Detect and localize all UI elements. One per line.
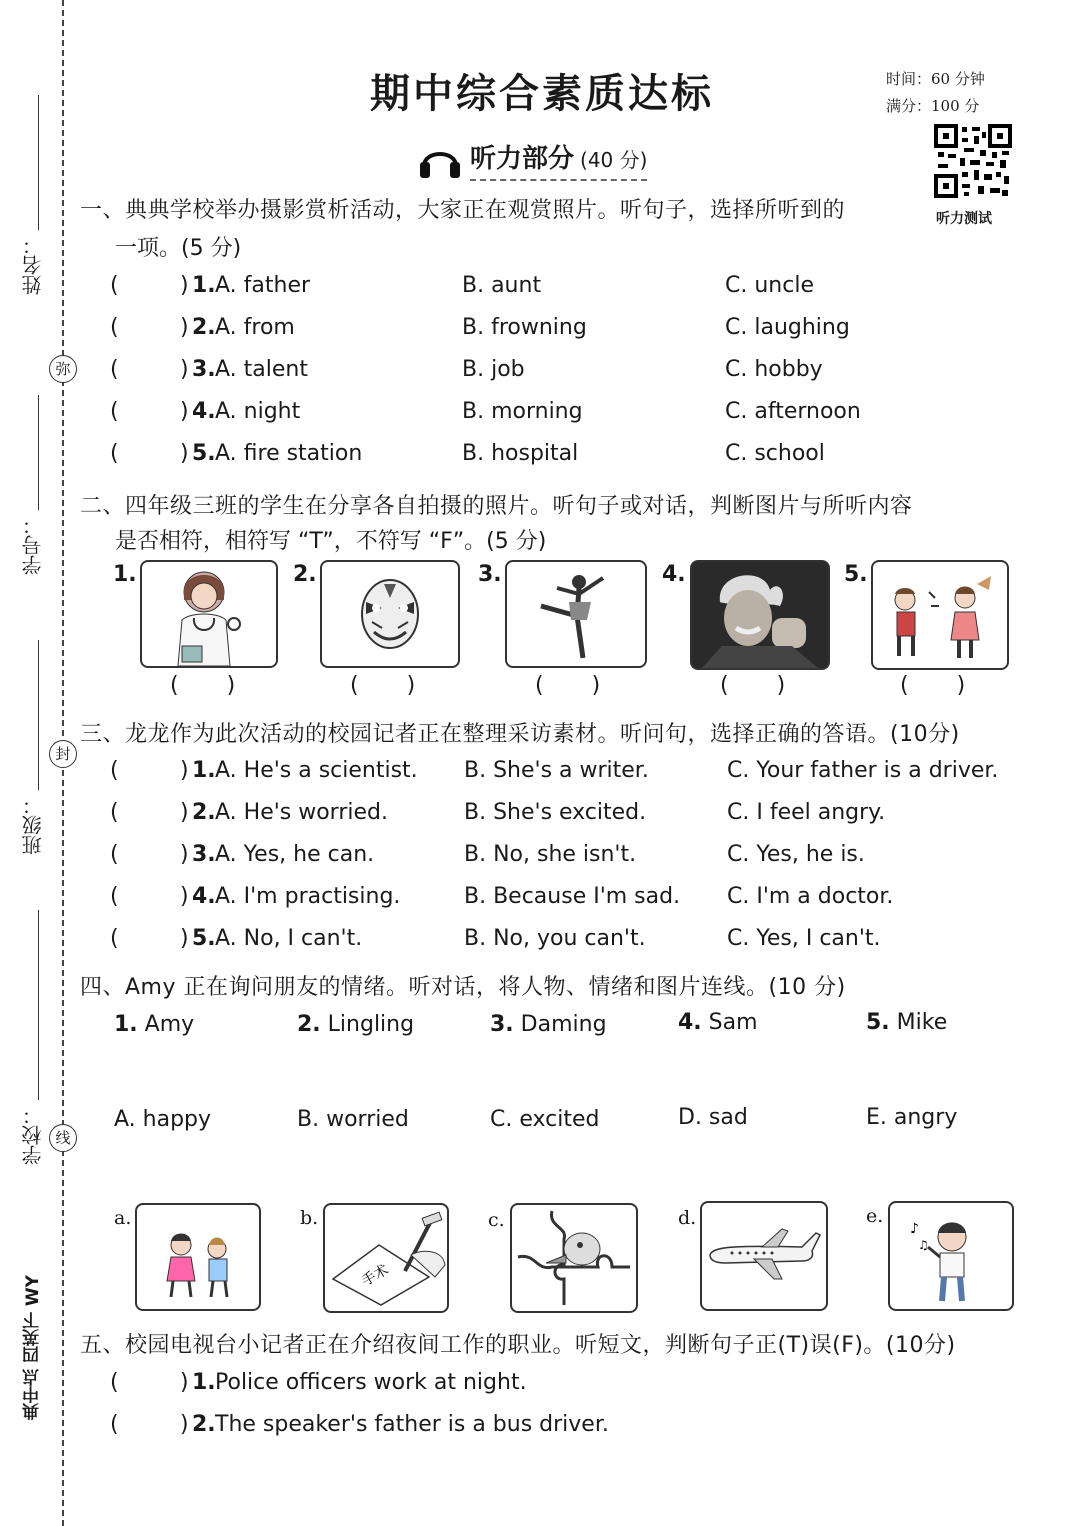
item-number: 2. xyxy=(192,800,216,825)
paren-close: ) xyxy=(591,673,601,698)
option-c: C. Yes, he is. xyxy=(727,842,865,867)
dancer-image xyxy=(505,560,647,668)
statement-text: The speaker's father is a bus driver. xyxy=(215,1412,609,1437)
answer-blank-open[interactable]: ( xyxy=(110,842,119,867)
paren-close: ) xyxy=(956,673,966,698)
q1-item-4 xyxy=(110,399,1040,433)
person-num: 1. xyxy=(114,1012,138,1037)
music-note-icon: ♪ xyxy=(910,1221,919,1237)
item-number: 1. xyxy=(192,758,216,783)
q1-item-1 xyxy=(110,273,1040,307)
pic-label-e: e. xyxy=(866,1205,884,1227)
answer-blank-open[interactable]: ( xyxy=(110,1370,119,1395)
item-number: 4. xyxy=(192,399,216,424)
publisher-brand: 典中点 四英下 WY xyxy=(23,1275,43,1420)
option-b: B. job xyxy=(462,357,525,382)
item-number: 1. xyxy=(192,1370,216,1395)
q1-item-5 xyxy=(110,441,1040,475)
paren-open: ( xyxy=(170,673,179,698)
name-label: 姓名： xyxy=(21,235,45,295)
option-a: A. He's a scientist. xyxy=(215,758,418,783)
q2-num-2: 2. xyxy=(293,562,317,587)
person-name: Daming xyxy=(520,1012,607,1037)
person-lingling xyxy=(297,1012,414,1037)
answer-blank-close: ) xyxy=(180,842,189,867)
answer-blank-open[interactable]: ( xyxy=(110,315,119,340)
option-a: A. night xyxy=(215,399,301,424)
option-a: A. He's worried. xyxy=(215,800,388,825)
item-number: 2. xyxy=(192,1412,216,1437)
paper-text: 手术 xyxy=(359,1261,392,1290)
option-c: C. school xyxy=(725,441,825,466)
person-num: 4. xyxy=(678,1010,702,1035)
student-id-label: 学号： xyxy=(21,515,45,575)
answer-blank-open[interactable]: ( xyxy=(110,399,119,424)
person-name: Lingling xyxy=(327,1012,415,1037)
item-number: 5. xyxy=(192,441,216,466)
q1-title-cont: 一项。(5 分) xyxy=(115,236,242,261)
answer-blank-close: ) xyxy=(180,758,189,783)
item-number: 3. xyxy=(192,357,216,382)
q3-item-4 xyxy=(110,884,1040,918)
scientist-photo xyxy=(690,560,830,670)
option-a: A. fire station xyxy=(215,441,363,466)
q5-title: 五、校园电视台小记者正在介绍夜间工作的职业。听短文，判断句子正(T)误(F)。(10分) xyxy=(80,1333,956,1358)
paren-open: ( xyxy=(720,673,729,698)
paren-close: ) xyxy=(226,673,236,698)
exam-time: 时间：60 分钟 xyxy=(886,70,985,88)
pic-label-b: b. xyxy=(300,1207,319,1229)
option-b: B. No, you can't. xyxy=(464,926,646,951)
answer-blank-open[interactable]: ( xyxy=(110,758,119,783)
answer-blank-close: ) xyxy=(180,884,189,909)
paren-close: ) xyxy=(776,673,786,698)
person-daming xyxy=(490,1012,607,1037)
option-b: B. hospital xyxy=(462,441,579,466)
item-number: 5. xyxy=(192,926,216,951)
duck-puzzle-image xyxy=(510,1203,638,1313)
statement-text: Police officers work at night. xyxy=(215,1370,527,1395)
q3-title: 三、龙龙作为此次活动的校园记者正在整理采访素材。听问句，选择正确的答语。(10分) xyxy=(80,722,960,747)
school-fill-line xyxy=(38,910,39,1100)
person-name: Sam xyxy=(708,1010,758,1035)
section-title-wrap xyxy=(470,138,647,181)
answer-blank-close: ) xyxy=(180,399,189,424)
q3-item-3 xyxy=(110,842,1040,876)
emotion-happy: A. happy xyxy=(114,1107,212,1132)
answer-blank-close: ) xyxy=(180,357,189,382)
q2-num-1: 1. xyxy=(113,562,137,587)
angry-children-image xyxy=(871,560,1009,670)
listening-section-heading xyxy=(418,138,647,181)
person-mike xyxy=(866,1010,947,1035)
school-label: 学校： xyxy=(21,1105,45,1165)
seal-mark-feng: 封 xyxy=(49,740,77,768)
class-label: 班级： xyxy=(21,795,45,855)
option-a: A. No, I can't. xyxy=(215,926,363,951)
q2-answer-blank-5[interactable] xyxy=(900,673,965,698)
q2-answer-blank-4[interactable] xyxy=(720,673,785,698)
emotion-worried: B. worried xyxy=(297,1107,409,1132)
emotion-angry: E. angry xyxy=(866,1105,958,1130)
answer-blank-open[interactable]: ( xyxy=(110,884,119,909)
option-c: C. laughing xyxy=(725,315,850,340)
pic-label-a: a. xyxy=(114,1207,132,1229)
name-fill-line xyxy=(38,95,39,230)
option-b: B. morning xyxy=(462,399,583,424)
q3-item-1 xyxy=(110,758,1040,792)
class-fill-line xyxy=(38,640,39,790)
qr-code-icon[interactable] xyxy=(934,124,1012,198)
q5-item-1 xyxy=(110,1370,1040,1404)
q2-num-4: 4. xyxy=(662,562,686,587)
person-name: Amy xyxy=(144,1012,195,1037)
person-sam xyxy=(678,1010,758,1035)
q2-num-5: 5. xyxy=(844,562,868,587)
item-number: 2. xyxy=(192,315,216,340)
option-c: C. afternoon xyxy=(725,399,861,424)
option-a: A. Yes, he can. xyxy=(215,842,375,867)
item-number: 4. xyxy=(192,884,216,909)
pic-label-c: c. xyxy=(488,1209,505,1231)
q2-title-cont: 是否相符，相符写 “T”，不符写 “F”。(5 分) xyxy=(115,529,547,554)
person-num: 5. xyxy=(866,1010,890,1035)
option-c: C. Your father is a driver. xyxy=(727,758,999,783)
paren-open: ( xyxy=(535,673,544,698)
answer-blank-close: ) xyxy=(180,926,189,951)
option-b: B. aunt xyxy=(462,273,542,298)
option-c: C. I'm a doctor. xyxy=(727,884,894,909)
option-b: B. She's a writer. xyxy=(464,758,649,783)
paren-open: ( xyxy=(350,673,359,698)
answer-blank-close: ) xyxy=(180,800,189,825)
emotion-sad: D. sad xyxy=(678,1105,748,1130)
section-title: 听力部分 xyxy=(470,144,575,174)
q1-item-3 xyxy=(110,357,1040,391)
person-name: Mike xyxy=(896,1010,948,1035)
seal-mark-xian: 线 xyxy=(49,1124,77,1152)
student-id-fill-line xyxy=(38,395,39,510)
section-points: (40 分) xyxy=(580,148,648,172)
option-c: C. uncle xyxy=(725,273,814,298)
option-a: A. talent xyxy=(215,357,308,382)
qr-label: 听力测试 xyxy=(936,211,992,227)
answer-blank-open[interactable]: ( xyxy=(110,357,119,382)
q2-answer-blank-1[interactable] xyxy=(170,673,235,698)
airplane-image xyxy=(700,1201,828,1311)
q1-item-2 xyxy=(110,315,1040,349)
person-num: 3. xyxy=(490,1012,514,1037)
option-a: A. from xyxy=(215,315,295,340)
answer-blank-close: ) xyxy=(180,315,189,340)
headphones-icon xyxy=(418,140,462,180)
q4-title: 四、Amy 正在询问朋友的情绪。听对话，将人物、情绪和图片连线。(10 分) xyxy=(80,975,846,1000)
q2-answer-blank-2[interactable] xyxy=(350,673,415,698)
option-b: B. No, she isn't. xyxy=(464,842,637,867)
pic-label-d: d. xyxy=(678,1207,697,1229)
page-title: 期中综合素质达标 xyxy=(370,70,714,117)
option-b: B. frowning xyxy=(462,315,587,340)
q1-title: 一、典典学校举办摄影赏析活动，大家正在观赏照片。听句子，选择所听到的 xyxy=(80,198,846,223)
answer-blank-open[interactable]: ( xyxy=(110,273,119,298)
singing-boy-image xyxy=(888,1201,1014,1311)
option-b: B. Because I'm sad. xyxy=(464,884,681,909)
answer-blank-open[interactable]: ( xyxy=(110,800,119,825)
answer-blank-open[interactable]: ( xyxy=(110,1412,119,1437)
q3-item-2 xyxy=(110,800,1040,834)
answer-blank-open[interactable]: ( xyxy=(110,926,119,951)
emotion-excited: C. excited xyxy=(490,1107,600,1132)
paren-open: ( xyxy=(900,673,909,698)
item-number: 1. xyxy=(192,273,216,298)
q2-num-3: 3. xyxy=(478,562,502,587)
answer-blank-open[interactable]: ( xyxy=(110,441,119,466)
q2-answer-blank-3[interactable] xyxy=(535,673,600,698)
answer-blank-close: ) xyxy=(180,1370,189,1395)
option-a: A. father xyxy=(215,273,311,298)
item-number: 3. xyxy=(192,842,216,867)
paren-close: ) xyxy=(406,673,416,698)
person-amy xyxy=(114,1012,194,1037)
music-note-icon: ♫ xyxy=(918,1238,929,1252)
person-num: 2. xyxy=(297,1012,321,1037)
option-b: B. She's excited. xyxy=(464,800,647,825)
q5-item-2 xyxy=(110,1412,1040,1446)
answer-blank-close: ) xyxy=(180,1412,189,1437)
opera-mask-image xyxy=(320,560,460,668)
doctor-image xyxy=(140,560,278,668)
answer-blank-close: ) xyxy=(180,441,189,466)
answer-blank-close: ) xyxy=(180,273,189,298)
kids-playing-image xyxy=(135,1203,261,1311)
writing-paper-image xyxy=(323,1203,449,1313)
option-c: C. I feel angry. xyxy=(727,800,886,825)
q3-item-5 xyxy=(110,926,1040,960)
exam-score: 满分：100 分 xyxy=(886,97,980,115)
q2-title: 二、四年级三班的学生在分享各自拍摄的照片。听句子或对话，判断图片与所听内容 xyxy=(80,494,913,519)
option-a: A. I'm practising. xyxy=(215,884,401,909)
seal-mark-mi: 弥 xyxy=(49,355,77,383)
option-c: C. Yes, I can't. xyxy=(727,926,881,951)
option-c: C. hobby xyxy=(725,357,823,382)
